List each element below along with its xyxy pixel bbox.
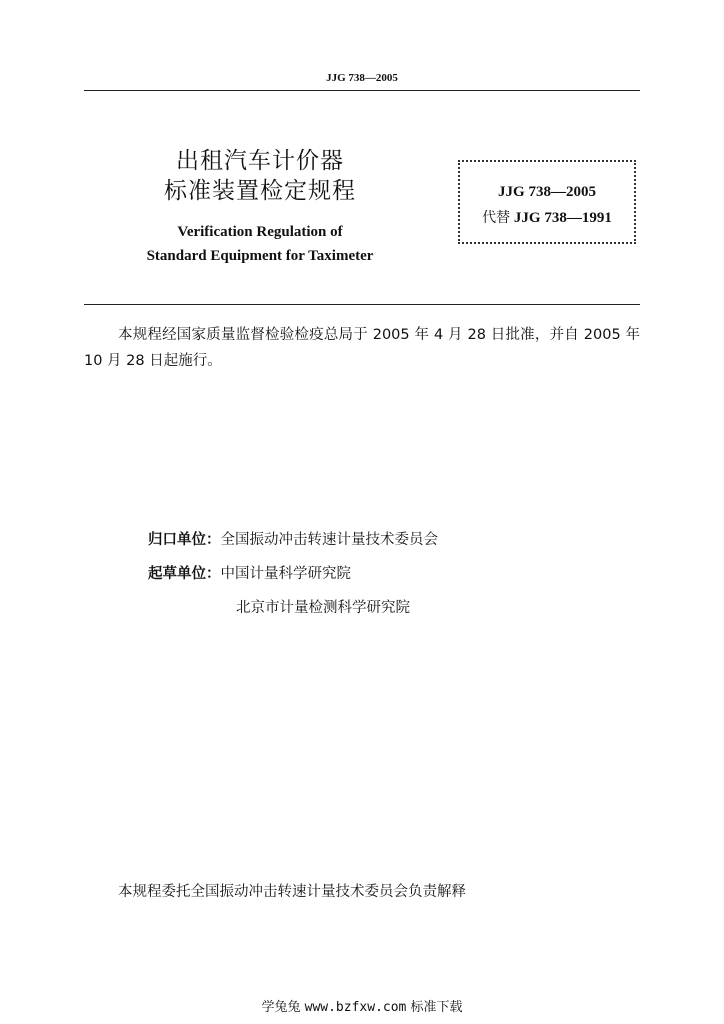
standard-code: JJG 738—2005 bbox=[498, 184, 596, 200]
footer-watermark bbox=[0, 996, 724, 1015]
responsible-unit-row bbox=[148, 528, 438, 549]
standard-code-box bbox=[458, 160, 636, 244]
title-cn-line2: 标准装置检定规程 bbox=[164, 178, 356, 204]
responsible-unit-value: 全国振动冲击转速计量技术委员会 bbox=[220, 532, 438, 548]
header-divider bbox=[84, 90, 640, 91]
title-cn-line1: 出租汽车计价器 bbox=[176, 148, 344, 174]
responsible-unit-label: 归口单位： bbox=[148, 532, 221, 548]
drafting-unit-row bbox=[148, 562, 351, 583]
title-en-line1: Verification Regulation of bbox=[177, 224, 343, 240]
title-en-line2: Standard Equipment for Taximeter bbox=[146, 248, 374, 264]
section-divider bbox=[84, 304, 640, 305]
drafting-unit-value-1: 中国计量科学研究院 bbox=[220, 566, 351, 582]
header-standard-code: JJG 738—2005 bbox=[326, 72, 398, 84]
replaces-prefix: 代替 bbox=[482, 210, 511, 226]
replaces-code: JJG 738—1991 bbox=[513, 210, 612, 226]
drafting-unit-label: 起草单位： bbox=[148, 566, 221, 582]
footer-suffix: 标准下载 bbox=[410, 1000, 463, 1015]
drafting-unit-value-2: 北京市计量检测科学研究院 bbox=[236, 600, 410, 616]
footer-url[interactable]: www.bzfxw.com bbox=[304, 1000, 407, 1015]
approval-paragraph: 本规程经国家质量监督检验检疫总局于 2005 年 4 月 28 日批准，并自 2005 年 10 月 28 日起施行。 bbox=[84, 327, 640, 369]
replaces-code-line bbox=[460, 207, 634, 227]
footer-site-name: 学兔兔 bbox=[261, 1000, 301, 1015]
interpretation-note: 本规程委托全国振动冲击转速计量技术委员会负责解释 bbox=[118, 884, 466, 900]
